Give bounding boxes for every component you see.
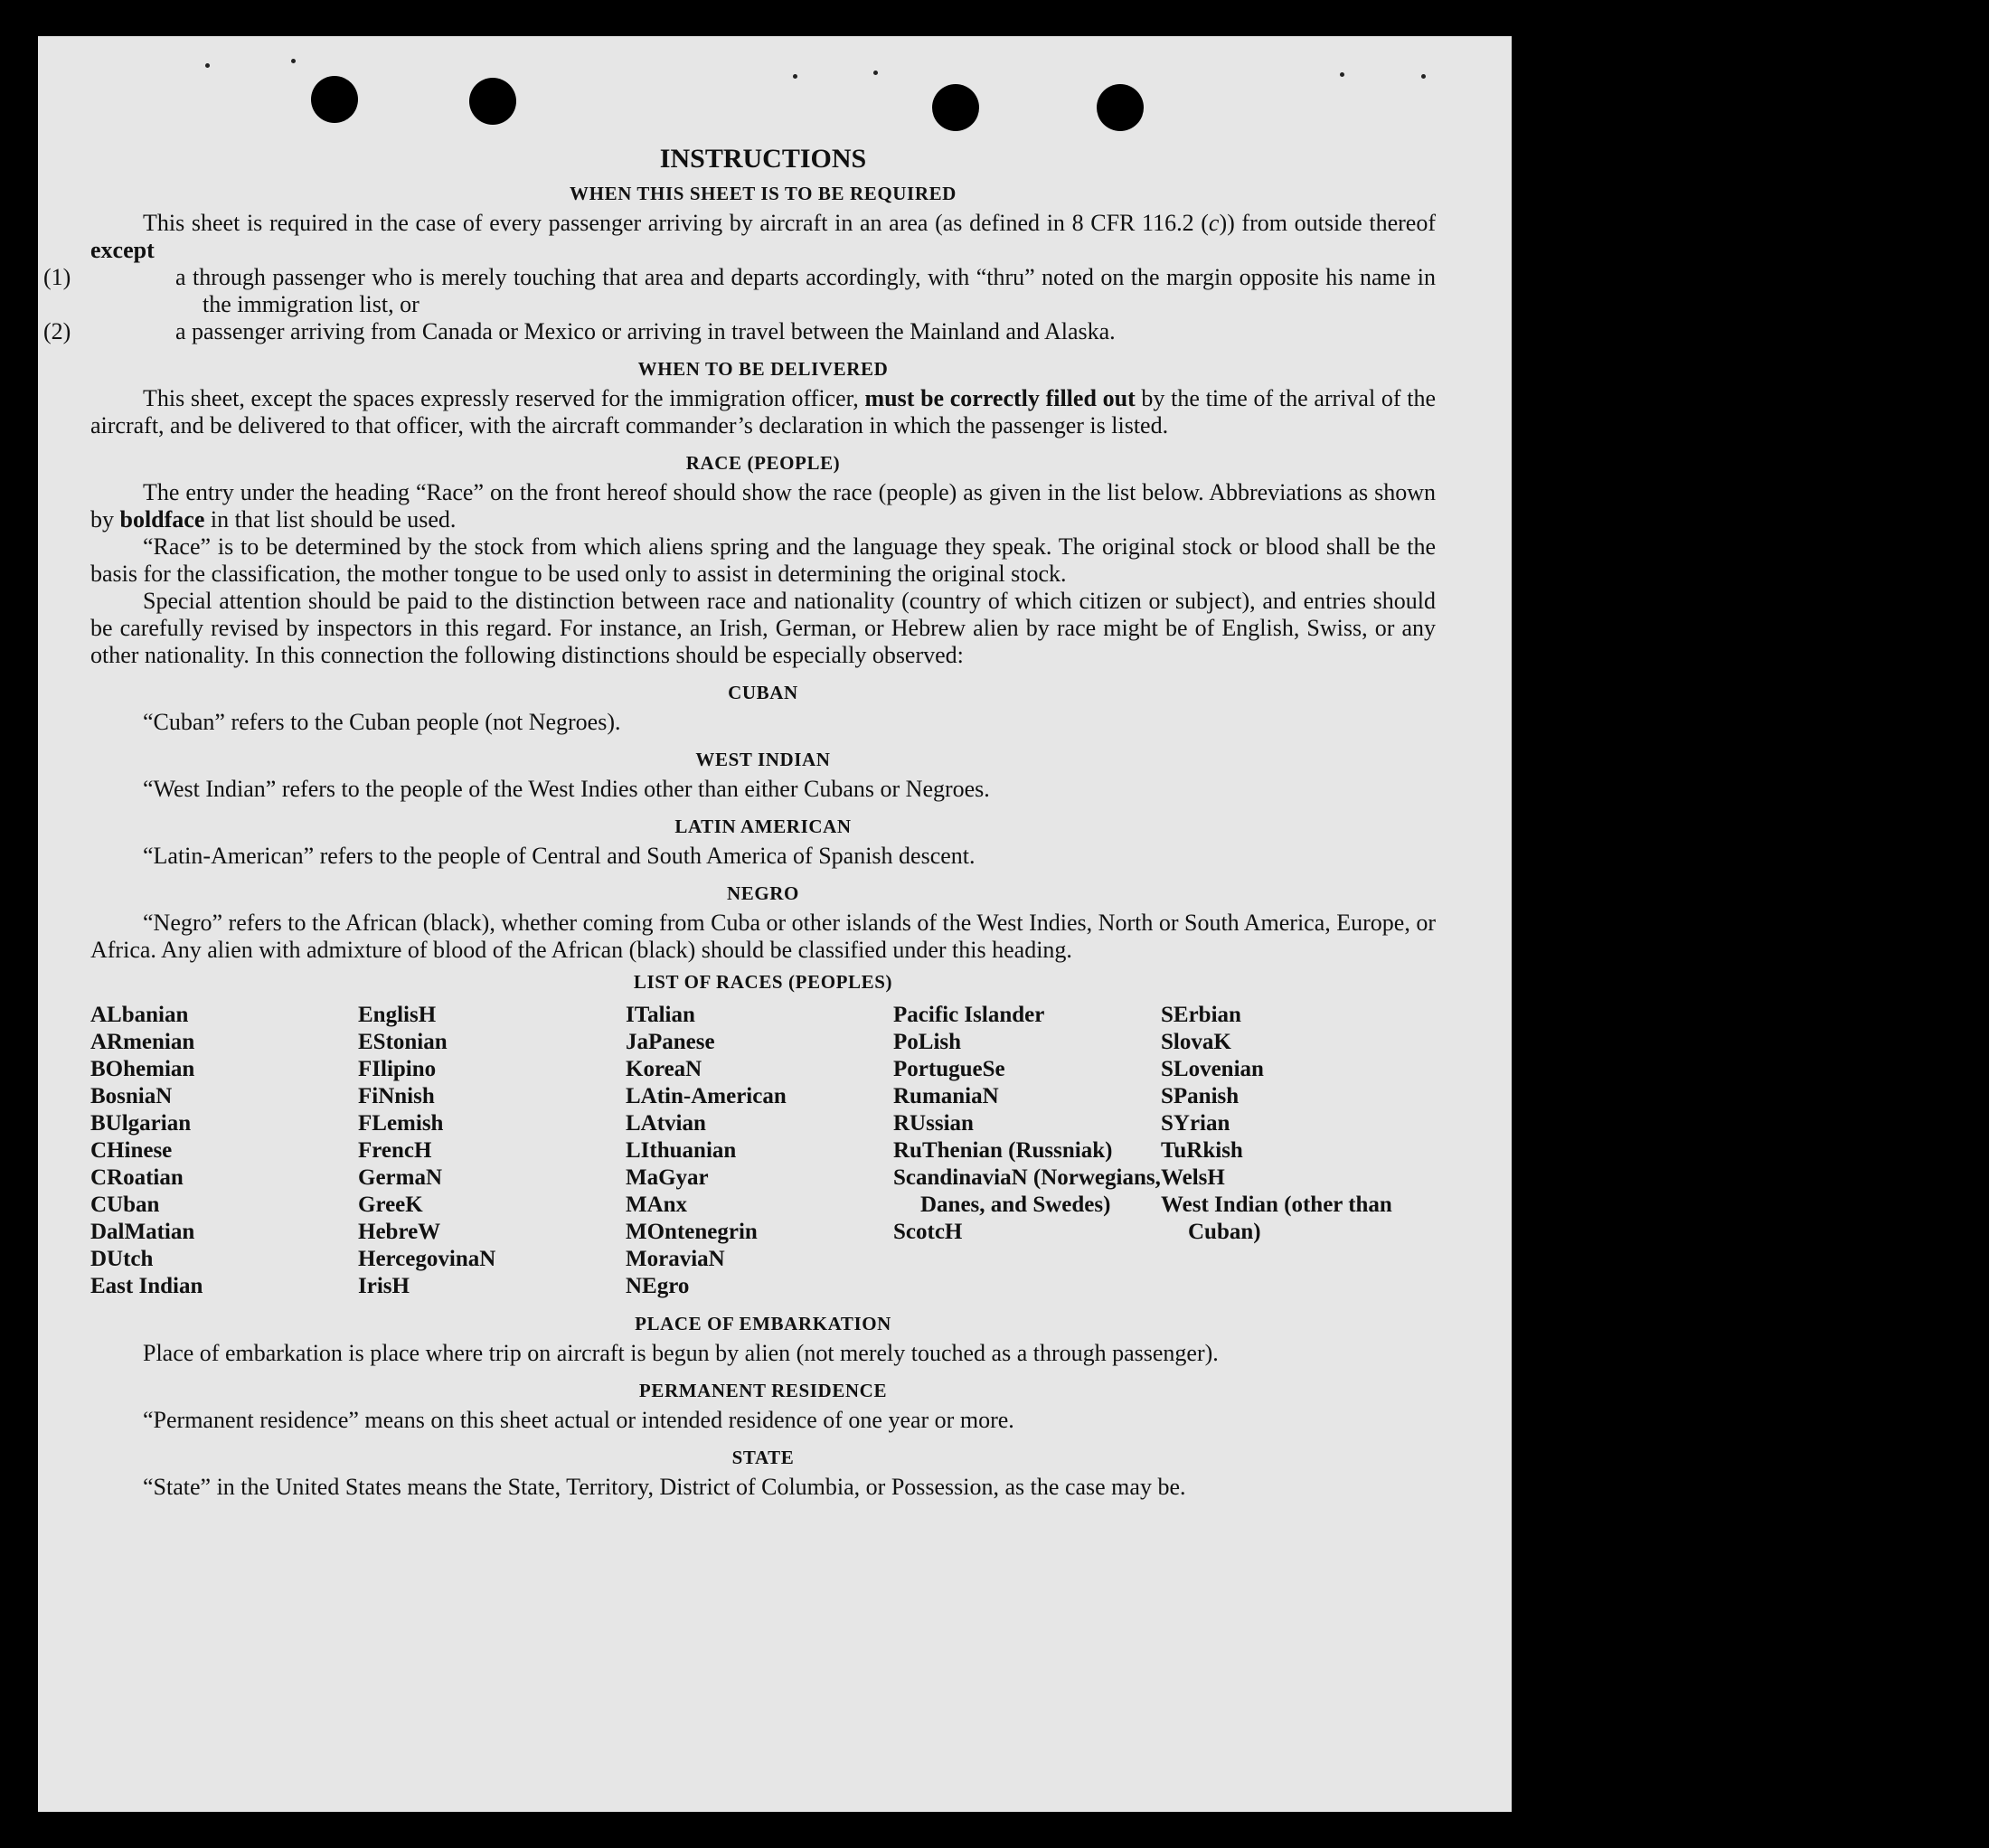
section-heading: WEST INDIAN xyxy=(695,749,831,770)
section-heading: PERMANENT RESIDENCE xyxy=(638,1380,888,1401)
section-heading: WHEN THIS SHEET IS TO BE REQUIRED xyxy=(570,183,957,204)
paragraph: “Negro” refers to the African (black), whether coming from Cuba or other islands of the West Indies, North or South America, Europe, or Africa. Any alien with admixture of blood of the African (black) should be classified under this heading. xyxy=(90,910,1436,963)
race-item: KoreaN xyxy=(626,1057,702,1081)
race-item: GreeK xyxy=(358,1193,423,1217)
race-item: MAnx xyxy=(626,1193,688,1217)
race-item: SLovenian xyxy=(1161,1057,1264,1081)
race-item: SYrian xyxy=(1161,1111,1230,1136)
race-item: EStonian xyxy=(358,1030,448,1054)
race-item: MaGyar xyxy=(626,1165,709,1190)
race-column xyxy=(626,1002,893,1300)
paragraph: The entry under the heading “Race” on the front hereof should show the race (people) as given in the list below. Abbreviations as shown by boldface in that list should be used. xyxy=(90,479,1436,533)
speck xyxy=(291,59,296,63)
race-item: MOntenegrin xyxy=(626,1220,758,1244)
section-heading: LATIN AMERICAN xyxy=(674,816,852,837)
race-item: BOhemian xyxy=(90,1057,195,1081)
race-item: ITalian xyxy=(626,1003,695,1027)
race-column xyxy=(358,1002,626,1300)
race-list xyxy=(90,1002,1436,1300)
race-item: FrencH xyxy=(358,1138,432,1163)
section-heading: WHEN TO BE DELIVERED xyxy=(637,358,889,380)
paragraph: “Race” is to be determined by the stock from which aliens spring and the language they speak. The original stock or blood shall be the basis for the classification, the mother tongue to be used only to assist in determining the original stock. xyxy=(90,533,1436,587)
race-item: WelsH xyxy=(1161,1165,1225,1190)
race-item: MoraviaN xyxy=(626,1247,725,1271)
race-item: JaPanese xyxy=(626,1030,715,1054)
speck xyxy=(793,74,797,79)
race-item: West Indian (other than Cuban) xyxy=(1161,1193,1392,1244)
race-item: LIthuanian xyxy=(626,1138,737,1163)
paragraph: “West Indian” refers to the people of the West Indies other than either Cubans or Negroes. xyxy=(143,776,990,802)
race-item: RUssian xyxy=(893,1111,974,1136)
page-title: INSTRUCTIONS xyxy=(659,144,867,174)
paragraph: This sheet is required in the case of every passenger arriving by aircraft in an area (as defined in 8 CFR 116.2 (c)) from outside thereof except xyxy=(90,210,1436,263)
paragraph: “Latin-American” refers to the people of Central and South America of Spanish descent. xyxy=(143,843,976,869)
punch-hole xyxy=(469,78,516,125)
punch-hole xyxy=(1097,84,1144,131)
race-item: RumaniaN xyxy=(893,1084,999,1108)
race-item: IrisH xyxy=(358,1274,410,1298)
punch-hole xyxy=(311,76,358,123)
condition-item: (2) a passenger arriving from Canada or Mexico or arriving in travel between the Mainland and Alaska. xyxy=(43,318,1116,344)
speck xyxy=(1421,74,1426,79)
paragraph: Place of embarkation is place where trip on aircraft is begun by alien (not merely touched as a through passenger). xyxy=(143,1340,1219,1366)
race-item: RuThenian (Russniak) xyxy=(893,1138,1113,1163)
race-item: PoLish xyxy=(893,1030,962,1054)
race-item: East Indian xyxy=(90,1274,203,1298)
race-item: FiNnish xyxy=(358,1084,435,1108)
instructions-content xyxy=(43,143,1436,1501)
race-item: BosniaN xyxy=(90,1084,173,1108)
race-item: DalMatian xyxy=(90,1220,195,1244)
race-item: HebreW xyxy=(358,1220,441,1244)
race-item: FLemish xyxy=(358,1111,444,1136)
paragraph: This sheet, except the spaces expressly reserved for the immigration officer, must be correctly filled out by the time of the arrival of the aircraft, and be delivered to that officer, with the aircraft commander’s declaration in which the passenger is listed. xyxy=(90,385,1436,438)
race-item: EnglisH xyxy=(358,1003,437,1027)
paragraph: “Cuban” refers to the Cuban people (not Negroes). xyxy=(143,709,621,735)
race-item: SPanish xyxy=(1161,1084,1240,1108)
speck xyxy=(205,63,210,68)
race-column xyxy=(1161,1002,1428,1300)
race-item: GermaN xyxy=(358,1165,443,1190)
race-item: CHinese xyxy=(90,1138,173,1163)
section-heading: NEGRO xyxy=(726,882,799,904)
race-item: SErbian xyxy=(1161,1003,1241,1027)
race-item: LAtvian xyxy=(626,1111,706,1136)
race-item: ALbanian xyxy=(90,1003,189,1027)
race-item: ScotcH xyxy=(893,1220,963,1244)
race-item: ScandinaviaN (Norwegians, Danes, and Swedes) xyxy=(893,1165,1161,1217)
speck xyxy=(1340,72,1344,77)
speck xyxy=(873,71,878,75)
race-item: FIlipino xyxy=(358,1057,437,1081)
race-column xyxy=(893,1002,1161,1300)
race-item: NEgro xyxy=(626,1274,690,1298)
document-page xyxy=(38,36,1512,1812)
race-item: PortugueSe xyxy=(893,1057,1005,1081)
section-heading: PLACE OF EMBARKATION xyxy=(635,1313,891,1334)
race-item: ARmenian xyxy=(90,1030,195,1054)
race-item: HercegovinaN xyxy=(358,1247,496,1271)
race-item: TuRkish xyxy=(1161,1138,1243,1163)
race-item: BUlgarian xyxy=(90,1111,192,1136)
race-item: CUban xyxy=(90,1193,160,1217)
paragraph: Special attention should be paid to the distinction between race and nationality (country of which citizen or subject), and entries should be carefully revised by inspectors in this regard. For instance, an Irish, German, or Hebrew alien by race might be of English, Swiss, or any other nationality. In this connection the following distinctions should be especially observed: xyxy=(90,588,1436,668)
paragraph: “State” in the United States means the State, Territory, District of Columbia, or Possession, as the case may be. xyxy=(143,1474,1186,1500)
section-heading: STATE xyxy=(731,1447,795,1468)
race-item: CRoatian xyxy=(90,1165,184,1190)
section-heading: LIST OF RACES (PEOPLES) xyxy=(633,971,893,993)
section-heading: CUBAN xyxy=(728,682,798,703)
race-item: Pacific Islander xyxy=(893,1003,1045,1027)
race-item: SlovaK xyxy=(1161,1030,1231,1054)
paragraph: “Permanent residence” means on this sheet actual or intended residence of one year or more. xyxy=(143,1407,1014,1433)
section-heading: RACE (PEOPLE) xyxy=(685,452,841,474)
condition-item: (1) a through passenger who is merely touching that area and departs accordingly, with “thru” noted on the margin opposite his name in the immigration list, or xyxy=(43,264,1436,317)
race-item: DUtch xyxy=(90,1247,154,1271)
race-column xyxy=(90,1002,358,1300)
race-item: LAtin-American xyxy=(626,1084,787,1108)
punch-hole xyxy=(932,84,979,131)
